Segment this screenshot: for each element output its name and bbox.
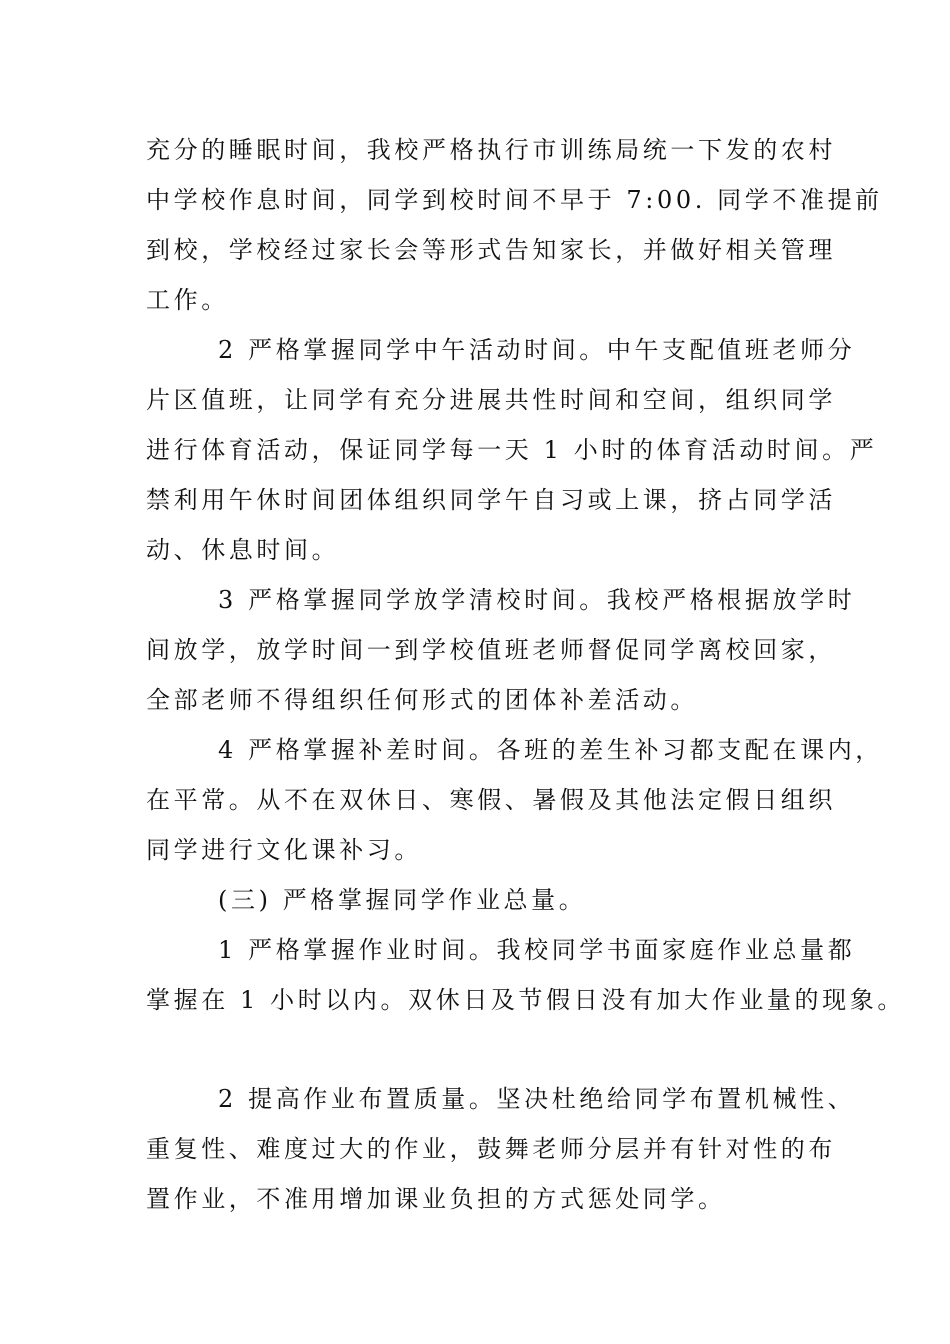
paragraph-first-line: 2 严格掌握同学中午活动时间。中午支配值班老师分 [218,336,856,364]
paragraph-first-line: 3 严格掌握同学放学清校时间。我校严格根据放学时 [218,586,856,614]
text-line: 片区值班，让同学有充分进展共性时间和空间，组织同学 [146,386,836,414]
text-line: 禁利用午休时间团体组织同学午自习或上课，挤占同学活 [146,486,836,514]
text-line: 中学校作息时间，同学到校时间不早于 7:00. 同学不准提前 [146,186,883,214]
text-line: 充分的睡眠时间，我校严格执行市训练局统一下发的农村 [146,136,836,164]
text-line: 工作。 [146,286,229,314]
paragraph-first-line: 1 严格掌握作业时间。我校同学书面家庭作业总量都 [218,936,856,964]
text-line: 掌握在 1 小时以内。双休日及节假日没有加大作业量的现象。 [146,986,905,1014]
paragraph-first-line: 4 严格掌握补差时间。各班的差生补习都支配在课内， [218,736,883,764]
text-line: 同学进行文化课补习。 [146,836,422,864]
paragraph-first-line: 2 提高作业布置质量。坚决杜绝给同学布置机械性、 [218,1085,856,1113]
text-line: 全部老师不得组织任何形式的团体补差活动。 [146,686,698,714]
text-line: 在平常。从不在双休日、寒假、暑假及其他法定假日组织 [146,786,836,814]
text-line: 重复性、难度过大的作业，鼓舞老师分层并有针对性的布 [146,1135,836,1163]
text-line: 间放学，放学时间一到学校值班老师督促同学离校回家， [146,636,836,664]
text-line: 进行体育活动，保证同学每一天 1 小时的体育活动时间。严 [146,436,878,464]
text-line: 到校，学校经过家长会等形式告知家长，并做好相关管理 [146,236,836,264]
text-line: 置作业，不准用增加课业负担的方式惩处同学。 [146,1185,726,1213]
section-heading: (三) 严格掌握同学作业总量。 [218,886,587,914]
text-line: 动、休息时间。 [146,536,340,564]
